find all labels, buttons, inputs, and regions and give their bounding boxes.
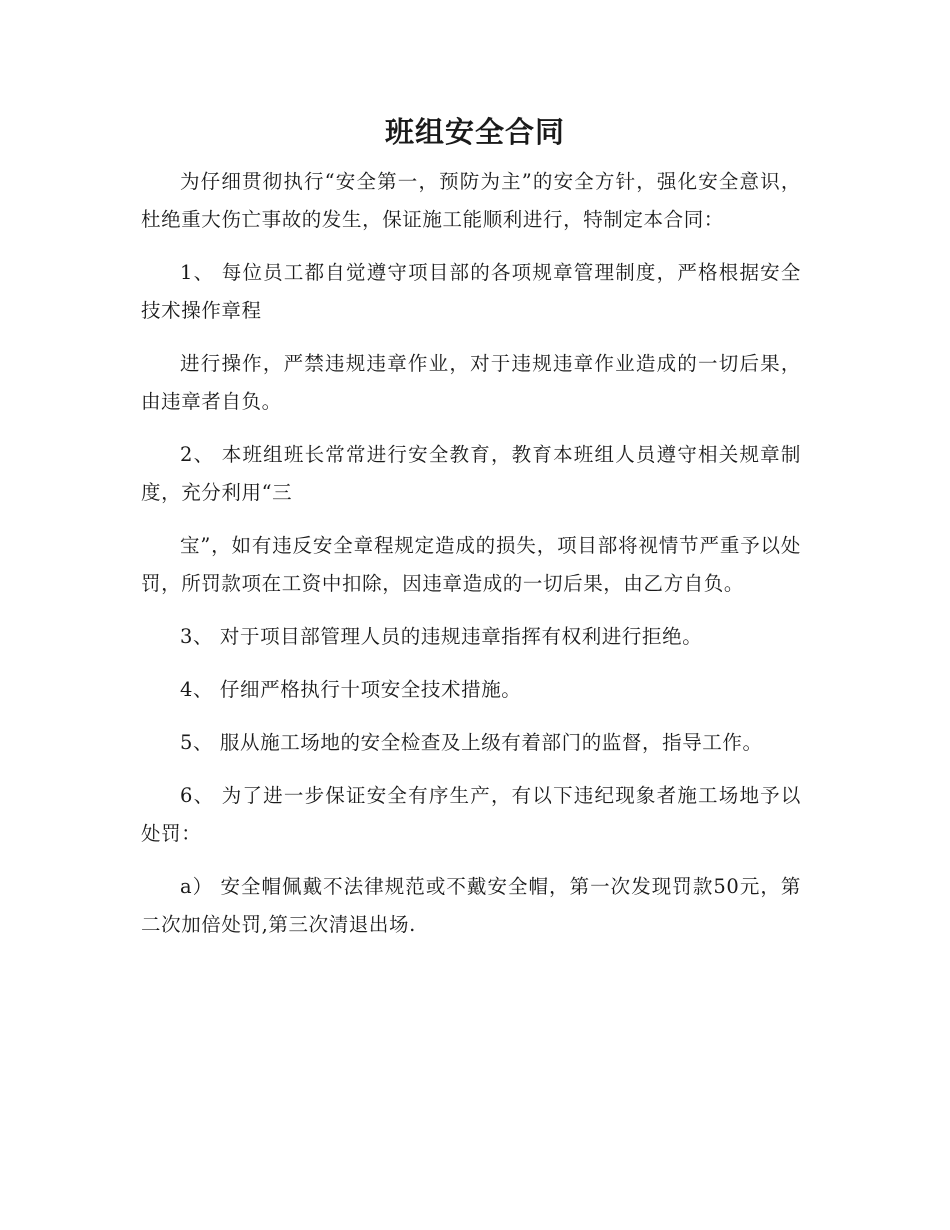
clause-4: 4、 仔细严格执行十项安全技术措施。 bbox=[180, 678, 522, 701]
clause-2-part-2: 宝”，如有违反安全章程规定造成的损失，项目部将视情节严重予以处罚，所罚款项在工资中扣除，因违章造成的一切后果，由乙方自负。 bbox=[141, 534, 801, 595]
clause-1-part-2: 进行操作，严禁违规违章作业，对于违规违章作业造成的一切后果，由违章者自负。 bbox=[141, 352, 801, 413]
clause-1-part-1: 1、 每位员工都自觉遵守项目部的各项规章管理制度，严格根据安全技术操作章程 bbox=[141, 261, 801, 322]
intro-paragraph: 为仔细贯彻执行“安全第一，预防为主”的安全方针，强化安全意识，杜绝重大伤亡事故的发生，保证施工能顺利进行，特制定本合同： bbox=[141, 170, 801, 231]
clause-5: 5、 服从施工场地的安全检查及上级有着部门的监督，指导工作。 bbox=[180, 731, 763, 754]
document-title: 班组安全合同 bbox=[384, 115, 565, 149]
clause-2-part-1: 2、 本班组班长常常进行安全教育，教育本班组人员遵守相关规章制度，充分利用“三 bbox=[141, 443, 801, 504]
clause-6: 6、 为了进一步保证安全有序生产，有以下违纪现象者施工场地予以处罚： bbox=[141, 784, 801, 845]
clause-3: 3、 对于项目部管理人员的违规违章指挥有权利进行拒绝。 bbox=[180, 625, 703, 648]
document-body bbox=[141, 163, 801, 959]
clause-6a: a） 安全帽佩戴不法律规范或不戴安全帽，第一次发现罚款50元，第二次加倍处罚,第三次清退出场. bbox=[141, 875, 801, 936]
